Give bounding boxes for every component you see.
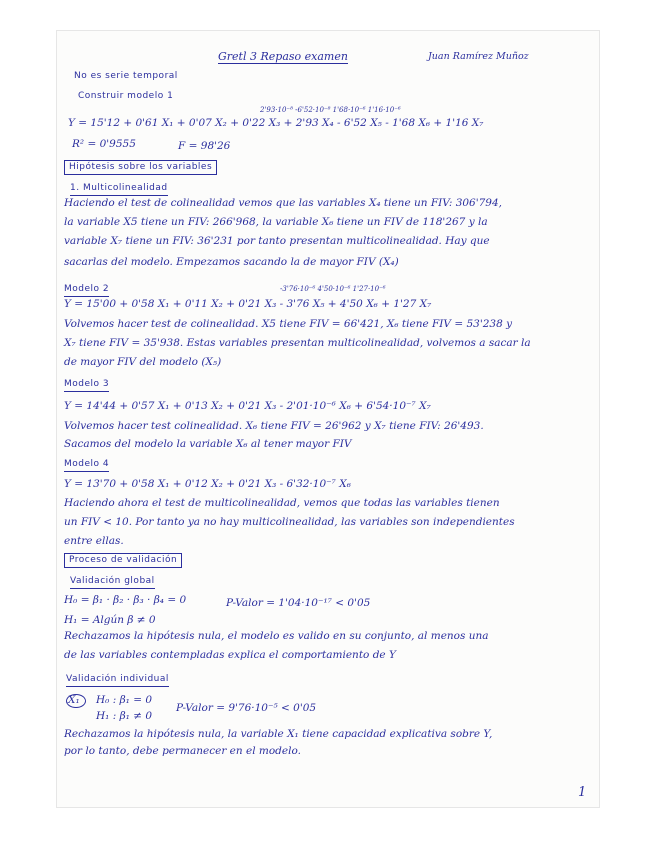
model2-line-3: de mayor FIV del modelo (X₅): [64, 356, 222, 368]
page-number: 1: [578, 785, 587, 800]
paper-sheet: [56, 30, 600, 808]
intro-line-1: No es serie temporal: [74, 71, 178, 81]
x1-label: X₁: [68, 694, 80, 706]
model3-line-2: Sacamos del modelo la variable X₆ al tener mayor FIV: [64, 438, 352, 450]
validacion-pvalue: P-Valor = 1'04·10⁻¹⁷ < 0'05: [226, 597, 371, 609]
model2-exponents: -3'76·10⁻⁶ 4'50·10⁻⁶ 1'27·10⁻⁶: [280, 285, 386, 293]
validacion-line-2: de las variables contempladas explica el comportamiento de Y: [64, 649, 396, 661]
model2-heading: Modelo 2: [64, 283, 109, 297]
model4-line-2: un FIV < 10. Por tanto ya no hay multicolinealidad, las variables son independientes: [64, 516, 515, 528]
hipotesis-line-4: sacarlas del modelo. Empezamos sacando la de mayor FIV (X₄): [64, 256, 399, 268]
model1-f: F = 98'26: [178, 140, 231, 152]
validacion-global-heading: Validación global: [70, 575, 155, 589]
model4-heading: Modelo 4: [64, 458, 109, 472]
model1-equation: Y = 15'12 + 0'61 X₁ + 0'07 X₂ + 0'22 X₃ + 2'93 X₄ - 6'52 X₅ - 1'68 X₆ + 1'16 X₇: [68, 117, 484, 129]
hipotesis-line-3: variable X₇ tiene un FIV: 36'231 por tanto presentan multicolinealidad. Hay que: [64, 235, 490, 247]
subsection-multicolinealidad: 1. Multicolinealidad: [70, 182, 168, 196]
author-name: Juan Ramírez Muñoz: [428, 51, 529, 62]
validacion-line-1: Rechazamos la hipótesis nula, el modelo es valido en su conjunto, al menos una: [64, 630, 489, 642]
model2-line-2: X₇ tiene FIV = 35'938. Estas variables presentan multicolinealidad, volvemos a sacar la: [64, 337, 531, 349]
section-hipotesis: Hipótesis sobre los variables: [64, 160, 217, 175]
individual-h1: H₁ : β₁ ≠ 0: [96, 710, 153, 722]
validacion-individual-line-1: Rechazamos la hipótesis nula, la variable X₁ tiene capacidad explicativa sobre Y,: [64, 728, 493, 740]
individual-pvalue: P-Valor = 9'76·10⁻⁵ < 0'05: [176, 702, 317, 714]
model2-equation: Y = 15'00 + 0'58 X₁ + 0'11 X₂ + 0'21 X₃ - 3'76 X₅ + 4'50 X₆ + 1'27 X₇: [64, 298, 432, 310]
hipotesis-line-2: la variable X5 tiene un FIV: 266'968, la variable X₆ tiene un FIV de 118'267 y la: [64, 216, 488, 228]
model4-line-3: entre ellas.: [64, 535, 124, 547]
section-validacion: Proceso de validación: [64, 553, 182, 568]
model3-equation: Y = 14'44 + 0'57 X₁ + 0'13 X₂ + 0'21 X₃ - 2'01·10⁻⁶ X₆ + 6'54·10⁻⁷ X₇: [64, 400, 431, 412]
validacion-individual-heading: Validación individual: [66, 673, 169, 687]
individual-h0: H₀ : β₁ = 0: [96, 694, 153, 706]
intro-line-2: Construir modelo 1: [78, 91, 174, 101]
validacion-individual-line-2: por lo tanto, debe permanecer en el modelo.: [64, 745, 301, 757]
validacion-h0: H₀ = β₁ · β₂ · β₃ · β₄ = 0: [64, 594, 187, 606]
model1-r2: R² = 0'9555: [72, 138, 136, 150]
model2-line-1: Volvemos hacer test de colinealidad. X5 tiene FIV = 66'421, X₆ tiene FIV = 53'238 y: [64, 318, 513, 330]
model4-line-1: Haciendo ahora el test de multicolinealidad, vemos que todas las variables tienen: [64, 497, 500, 509]
page-title: Gretl 3 Repaso examen: [218, 50, 348, 63]
model3-line-1: Volvemos hacer test colinealidad. X₆ tiene FIV = 26'962 y X₇ tiene FIV: 26'493.: [64, 420, 484, 432]
hipotesis-line-1: Haciendo el test de colinealidad vemos que las variables X₄ tiene un FIV: 306'794,: [64, 197, 502, 209]
model4-equation: Y = 13'70 + 0'58 X₁ + 0'12 X₂ + 0'21 X₃ - 6'32·10⁻⁷ X₆: [64, 478, 351, 490]
model1-exponents: 2'93·10⁻⁸ -6'52·10⁻⁸ 1'68·10⁻⁶ 1'16·10⁻⁶: [260, 106, 401, 114]
model3-heading: Modelo 3: [64, 378, 109, 392]
validacion-h1: H₁ = Algún β ≠ 0: [64, 614, 156, 626]
